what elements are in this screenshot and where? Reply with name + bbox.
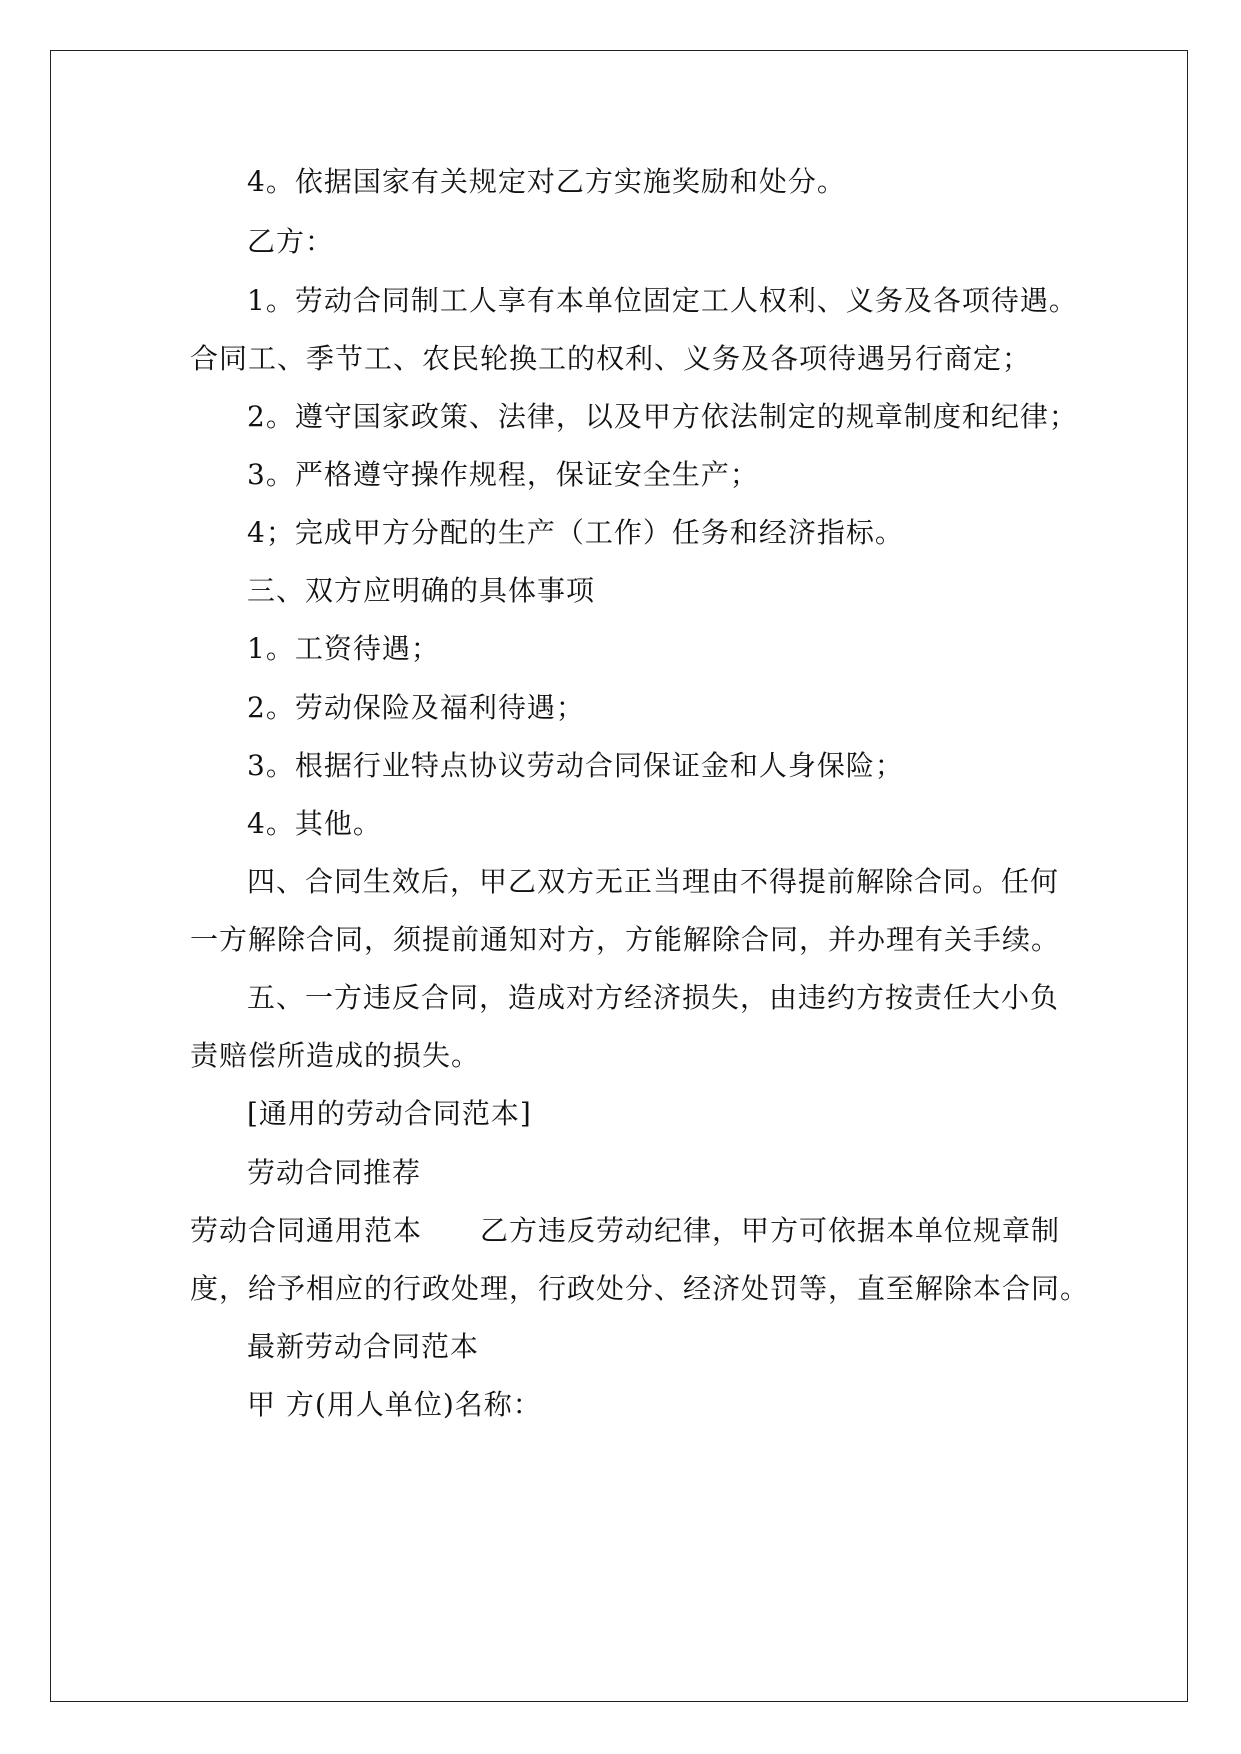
paragraph-line: 3。根据行业特点协议劳动合同保证金和人身保险；	[247, 749, 904, 782]
paragraph-line: 4。依据国家有关规定对乙方实施奖励和处分。	[247, 165, 846, 198]
paragraph-line: 2。遵守国家政策、法律，以及甲方依法制定的规章制度和纪律；	[247, 400, 1078, 433]
paragraph-line: 4。其他。	[247, 807, 382, 840]
paragraph-line: 甲 方(用人单位)名称：	[247, 1388, 542, 1421]
paragraph-line: 4；完成甲方分配的生产（工作）任务和经济指标。	[247, 516, 904, 549]
paragraph-line: 合同工、季节工、农民轮换工的权利、义务及各项待遇另行商定；	[190, 342, 1032, 375]
paragraph-line: 3。严格遵守操作规程，保证安全生产；	[247, 458, 759, 491]
paragraph-line: 最新劳动合同范本	[247, 1330, 480, 1363]
section-heading: 三、双方应明确的具体事项	[247, 574, 596, 607]
paragraph-line: 劳动合同推荐	[247, 1156, 422, 1189]
paragraph-line: 度，给予相应的行政处理，行政处分、经济处罚等，直至解除本合同。	[190, 1272, 1090, 1305]
paragraph-line: [通用的劳动合同范本]	[247, 1097, 532, 1130]
paragraph-line: 乙方：	[247, 225, 335, 258]
paragraph-line: 五、一方违反合同，造成对方经济损失，由违约方按责任大小负	[247, 981, 1060, 1014]
paragraph-line: 一方解除合同，须提前通知对方，方能解除合同，并办理有关手续。	[190, 923, 1061, 956]
paragraph-line: 1。工资待遇；	[247, 632, 440, 665]
paragraph-line: 劳动合同通用范本 乙方违反劳动纪律，甲方可依据本单位规章制	[190, 1214, 1061, 1247]
paragraph-line: 1。劳动合同制工人享有本单位固定工人权利、义务及各项待遇。	[247, 284, 1078, 317]
paragraph-line: 责赔偿所造成的损失。	[190, 1039, 481, 1072]
paragraph-line: 2。劳动保险及福利待遇；	[247, 691, 585, 724]
paragraph-line: 四、合同生效后，甲乙双方无正当理由不得提前解除合同。任何	[247, 865, 1060, 898]
